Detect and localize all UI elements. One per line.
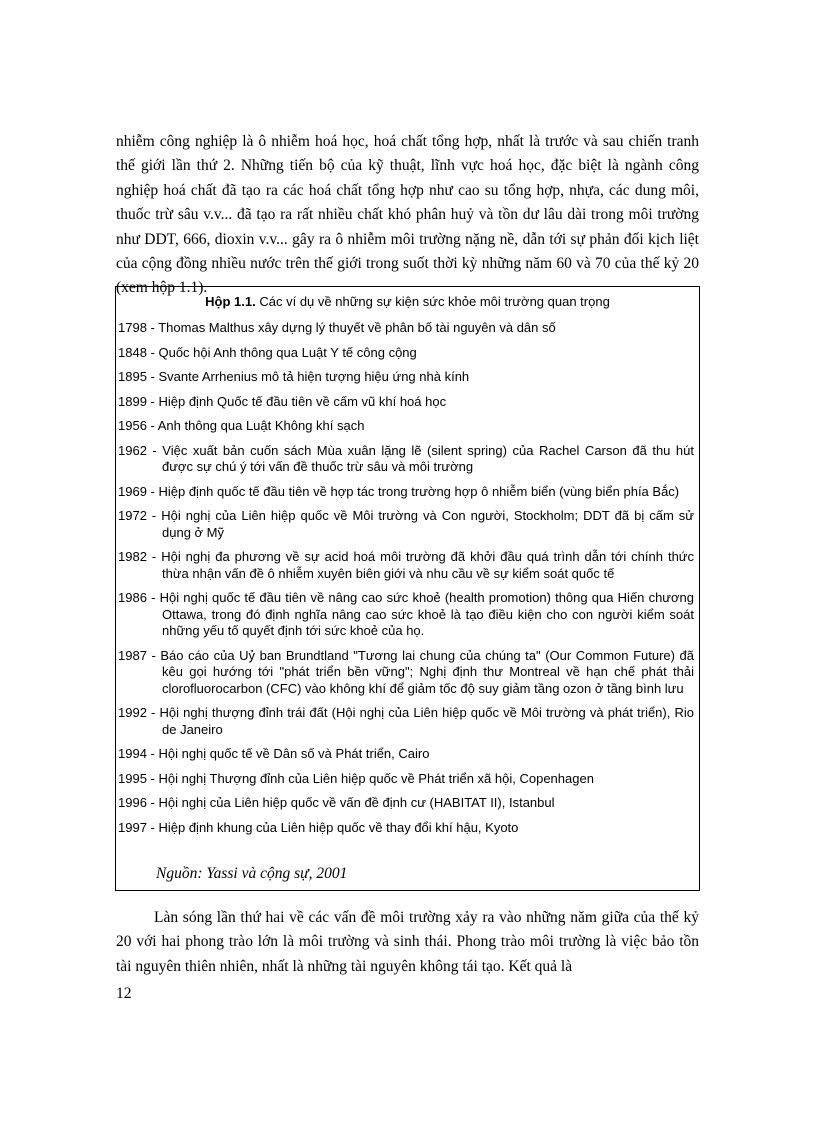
event-item: 1994 - Hội nghị quốc tế về Dân số và Phát triển, Cairo [118,746,430,761]
event-item: 1895 - Svante Arrhenius mô tả hiện tượng hiệu ứng nhà kính [118,369,470,384]
event-item: 1995 - Hội nghị Thượng đỉnh của Liên hiệp quốc về Phát triển xã hội, Copenhagen [118,770,594,786]
event-item: 1798 - Thomas Malthus xây dựng lý thuyết về phân bố tài nguyên và dân số [118,320,556,335]
event-item: 1962 - Việc xuất bản cuốn sách Mùa xuân lặng lẽ (silent spring) của Rachel Carson đã thu hút được sự chú ý tới vấn đề thuốc trừ sâu và môi trường [118,442,694,474]
box-title-label: Hộp 1.1. [205,294,256,309]
box-source: Nguồn: Yassi và cộng sự, 2001 [156,865,348,882]
event-list [118,320,694,844]
event-item: 1996 - Hội nghị của Liên hiệp quốc về vấn đề định cư (HABITAT II), Istanbul [118,795,555,810]
event-item: 1848 - Quốc hội Anh thông qua Luật Y tế công cộng [118,344,417,360]
event-item: 1987 - Báo cáo của Uỷ ban Brundtland "Tương lai chung của chúng ta" (Our Common Future) đã kêu gọi hướng tới "phát triển bền vững"; Nghị định thư Montreal về hạn chế phát thải clorofluorocarbon (CFC) vào không khí để giảm tốc độ suy giảm tầng ozon ở tầng bình lưu [118,647,694,696]
event-item: 1997 - Hiệp định khung của Liên hiệp quốc về thay đổi khí hậu, Kyoto [118,819,519,835]
event-item: 1956 - Anh thông qua Luật Không khí sạch [118,418,365,433]
event-item: 1969 - Hiệp định quốc tế đầu tiên về hợp tác trong trường hợp ô nhiễm biển (vùng biển phía Bắc) [118,483,680,499]
page-number: 12 [116,985,132,1002]
box-title [116,294,699,309]
event-box [115,286,700,891]
closing-paragraph: Làn sóng lần thứ hai về các vấn đề môi trường xảy ra vào những năm giữa của thế kỷ 20 với hai phong trào lớn là môi trường và sinh thái. Phong trào môi trường là việc bảo tồn tài nguyên thiên nhiên, nhất là những tài nguyên không tái tạo. Kết quả là [116,909,699,975]
event-item: 1972 - Hội nghị của Liên hiệp quốc về Môi trường và Con người, Stockholm; DDT đã bị cấm sử dụng ở Mỹ [118,508,694,540]
box-title-text: Các ví dụ về những sự kiện sức khỏe môi trường quan trọng [255,294,610,309]
event-item: 1899 - Hiệp định Quốc tế đầu tiên về cấm vũ khí hoá học [118,393,447,409]
event-item: 1982 - Hội nghị đa phương về sự acid hoá môi trường đã khởi đầu quá trình dẫn tới chính thức thừa nhận vấn đề ô nhiễm xuyên biên giới và nhu cầu về sự kiểm soát quốc tế [118,549,694,581]
intro-paragraph: nhiễm công nghiệp là ô nhiễm hoá học, hoá chất tổng hợp, nhất là trước và sau chiến tranh thế giới lần thứ 2. Những tiến bộ của kỹ thuật, lĩnh vực hoá học, đặc biệt là ngành công nghiệp hoá chất đã tạo ra các hoá chất tổng hợp như cao su tổng hợp, nhựa, các dung môi, thuốc trừ sâu v.v... đã tạo ra rất nhiều chất khó phân huỷ và tồn dư lâu dài trong môi trường như DDT, 666, dioxin v.v... gây ra ô nhiễm môi trường nặng nề, dẫn tới sự phản đối kịch liệt của cộng đồng nhiều nước trên thế giới trong suốt thời kỳ những năm 60 và 70 của thế kỷ 20 (xem hộp 1.1). [116,133,699,297]
event-item: 1992 - Hội nghị thượng đỉnh trái đất (Hội nghị của Liên hiệp quốc về Môi trường và phát triển), Rio de Janeiro [118,705,694,737]
event-item: 1986 - Hội nghị quốc tế đầu tiên về nâng cao sức khoẻ (health promotion) thông qua Hiến chương Ottawa, trong đó định nghĩa nâng cao sức khoẻ là tạo điều kiện cho con người kiểm soát những yếu tố quyết định tới sức khoẻ của họ. [118,590,694,638]
